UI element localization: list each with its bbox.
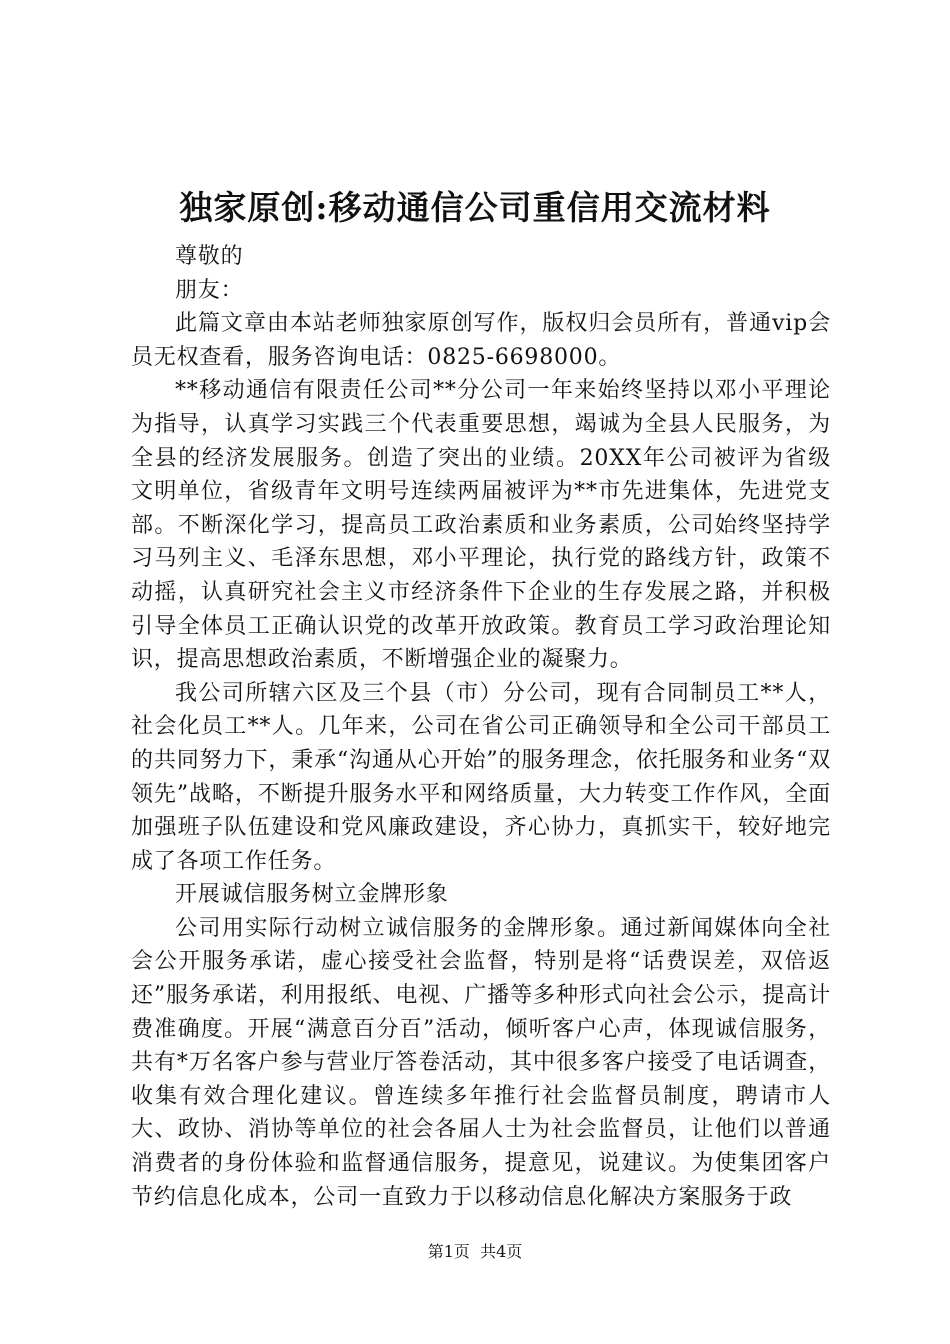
page-footer <box>0 1240 950 1264</box>
body-paragraph: 公司用实际行动树立诚信服务的金牌形象。通过新闻媒体向全社会公开服务承诺，虚心接受社会监督，特别是将“话费误差，双倍返还”服务承诺，利用报纸、电视、广播等多种形式向社会公示，提高计费准确度。开展“满意百分百”活动，倾听客户心声，体现诚信服务，共有*万名客户参与营业厅答卷活动，其中很多客户接受了电话调查，收集有效合理化建议。曾连续多年推行社会监督员制度，聘请市人大、政协、消协等单位的社会各届人士为社会监督员，让他们以普通消费者的身份体验和监督通信服务，提意见，说建议。为使集团客户节约信息化成本，公司一直致力于以移动信息化解决方案服务于政 <box>131 915 831 1210</box>
document-body <box>131 240 831 1214</box>
section-heading: 开展诚信服务树立金牌形象 <box>175 882 449 908</box>
body-paragraph: **移动通信有限责任公司**分公司一年来始终坚持以邓小平理论为指导，认真学习实践三个代表重要思想，竭诚为全县人民服务，为全县的经济发展服务。创造了突出的业绩。20XX年公司被评为省级文明单位，省级青年文明号连续两届被评为**市先进集体，先进党支部。不断深化学习，提高员工政治素质和业务素质，公司始终坚持学习马列主义、毛泽东思想，邓小平理论，执行党的路线方针，政策不动摇，认真研究社会主义市经济条件下企业的生存发展之路，并积极引导全体员工正确认识党的改革开放政策。教育员工学习政治理论知识，提高思想政治素质，不断增强企业的凝聚力。 <box>131 378 831 673</box>
page-total: 共4页 <box>480 1242 523 1261</box>
body-paragraph: 我公司所辖六区及三个县（市）分公司，现有合同制员工**人，社会化员工**人。几年来，公司在省公司正确领导和全公司干部员工的共同努力下，秉承“沟通从心开始”的服务理念，依托服务和业务“双领先”战略，不断提升服务水平和网络质量，大力转变工作作风，全面加强班子队伍建设和党风廉政建设，齐心协力，真抓实干，较好地完成了各项工作任务。 <box>131 680 831 874</box>
salutation-line-1: 尊敬的 <box>175 244 244 269</box>
copyright-notice-paragraph: 此篇文章由本站老师独家原创写作，版权归会员所有，普通vip会员无权查看，服务咨询电话：0825-6698000。 <box>131 311 831 370</box>
page-number: 第1页 <box>427 1242 470 1261</box>
document-title: 独家原创:移动通信公司重信用交流材料 <box>179 188 771 227</box>
salutation-line-2: 朋友： <box>175 277 244 303</box>
